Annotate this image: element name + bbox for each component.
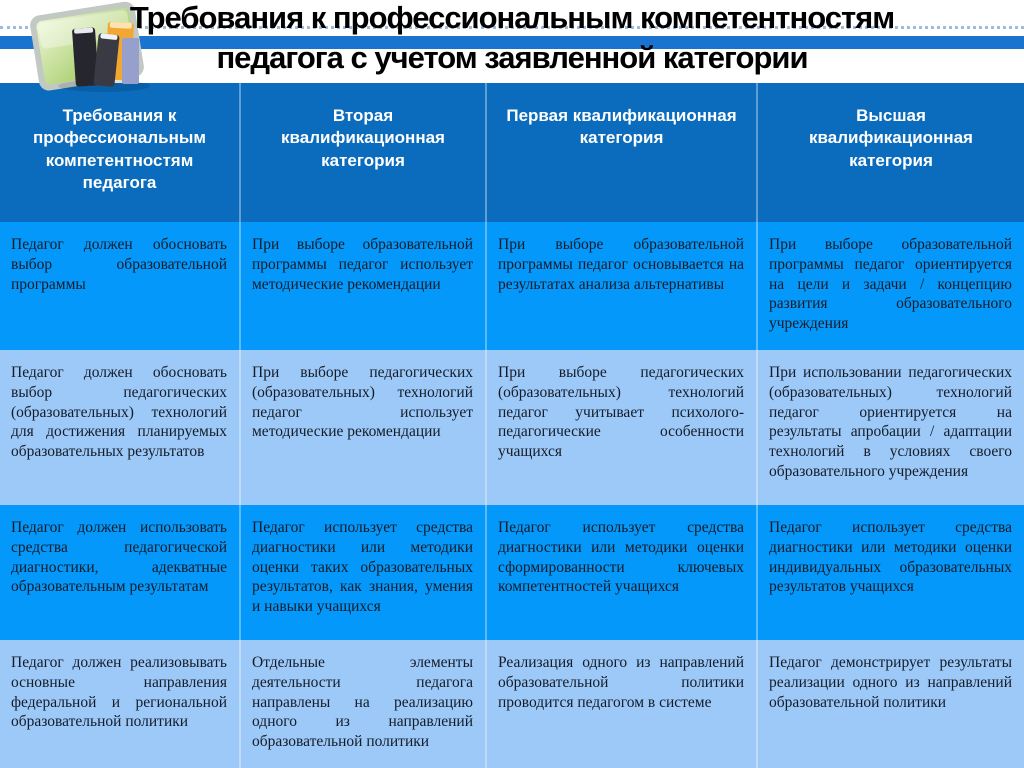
table-cell: Педагог должен обосновать выбор педагогических (образовательных) технологий для достижения планируемых образовательных результатов bbox=[0, 350, 240, 505]
competency-table bbox=[0, 83, 1024, 768]
table-cell: Педагог должен обосновать выбор образовательной программы bbox=[0, 222, 240, 350]
header-cell-first-category: Первая квалификационная категория bbox=[486, 83, 757, 222]
page-title-line-1: Требования к профессиональным компетентностям bbox=[129, 0, 895, 35]
table-cell: Педагог использует средства диагностики или методики оценки индивидуальных образовательных результатов учащихся bbox=[757, 505, 1024, 640]
page-title bbox=[0, 0, 1024, 78]
title-zone bbox=[0, 0, 1024, 83]
table-cell: Педагог демонстрирует результаты реализации одного из направлений образовательной политики bbox=[757, 640, 1024, 768]
header-cell-highest-category: Высшая квалификационная категория bbox=[757, 83, 1024, 222]
table-cell: Педагог должен использовать средства педагогической диагностики, адекватные образовательным результатам bbox=[0, 505, 240, 640]
table-cell: Педагог использует средства диагностики или методики оценки таких образовательных результатов, как знания, умения и навыки учащихся bbox=[240, 505, 486, 640]
table-cell: При выборе педагогических (образовательных) технологий педагог использует методические рекомендации bbox=[240, 350, 486, 505]
table-cell: Реализация одного из направлений образовательной политики проводится педагогом в системе bbox=[486, 640, 757, 768]
table-row bbox=[0, 350, 1024, 505]
table-cell: При использовании педагогических (образовательных) технологий педагог ориентируется на результаты апробации / адаптации технологий в условиях своего образовательного учреждения bbox=[757, 350, 1024, 505]
table-cell: При выборе образовательной программы педагог основывается на результатах анализа альтернативы bbox=[486, 222, 757, 350]
header-cell-requirements: Требования к профессиональным компетентностям педагога bbox=[0, 83, 240, 222]
table-cell: При выборе образовательной программы педагог ориентируется на цели и задачи / концепцию развития образовательного учреждения bbox=[757, 222, 1024, 350]
table-row bbox=[0, 222, 1024, 350]
page-title-line-2: педагога с учетом заявленной категории bbox=[216, 40, 808, 75]
table-cell: Педагог должен реализовывать основные направления федеральной и региональной образовательной политики bbox=[0, 640, 240, 768]
table-cell: Педагог использует средства диагностики или методики оценки сформированности ключевых компетентностей учащихся bbox=[486, 505, 757, 640]
table-cell: При выборе образовательной программы педагог использует методические рекомендации bbox=[240, 222, 486, 350]
header-cell-second-category: Вторая квалификационная категория bbox=[240, 83, 486, 222]
table-header-row bbox=[0, 83, 1024, 222]
table-row bbox=[0, 640, 1024, 768]
table-cell: При выборе педагогических (образовательных) технологий педагог учитывает психолого-педагогические особенности учащихся bbox=[486, 350, 757, 505]
table-row bbox=[0, 505, 1024, 640]
table-cell: Отдельные элементы деятельности педагога направлены на реализацию одного из направлений образовательной политики bbox=[240, 640, 486, 768]
